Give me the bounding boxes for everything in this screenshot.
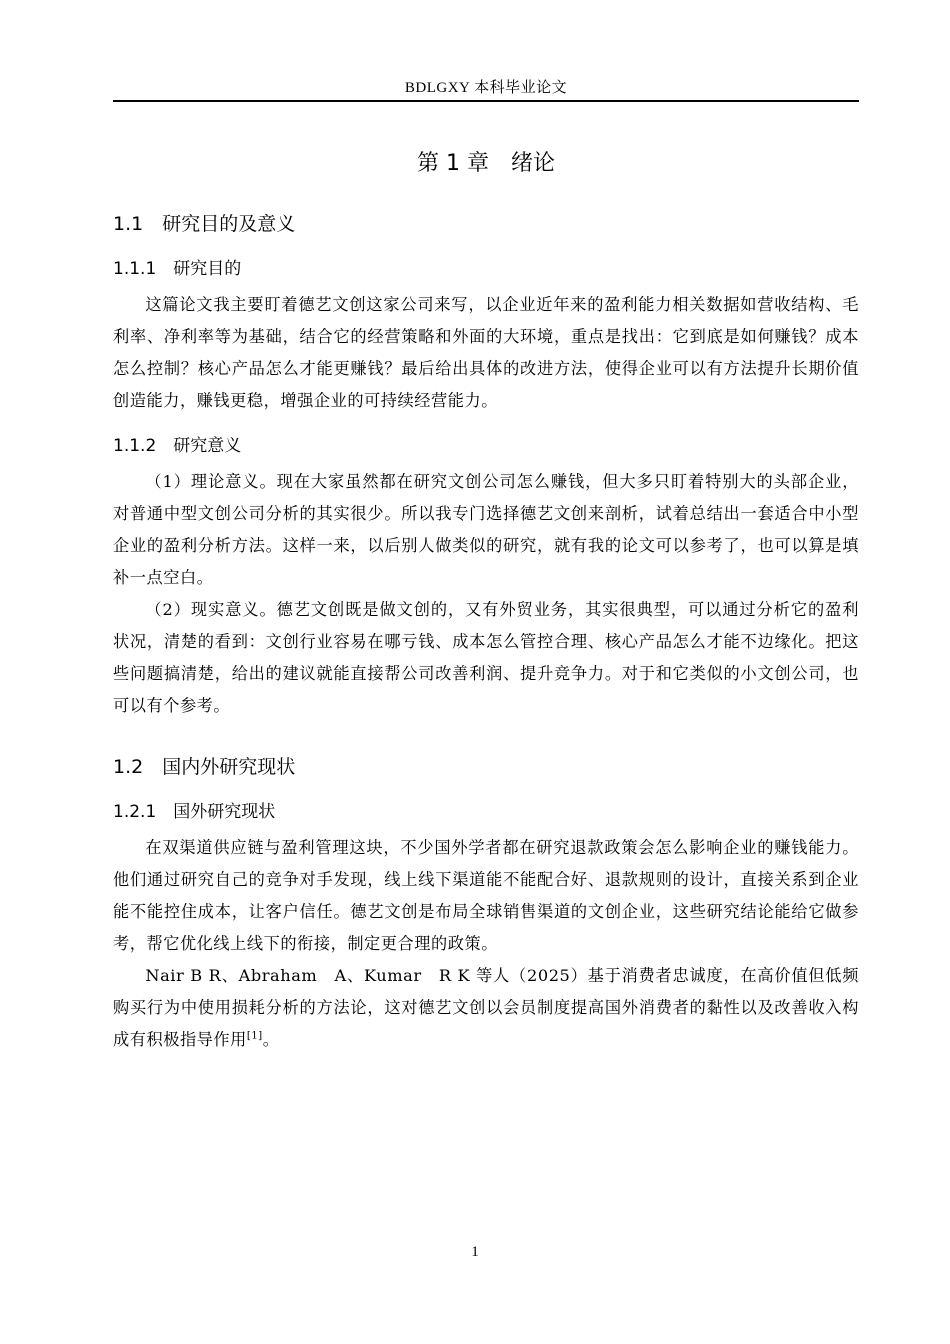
running-header: BDLGXY 本科毕业论文 [404, 80, 568, 96]
citation-text: Nair B R、Abraham A、Kumar R K 等人（2025）基于消费者忠诚度，在高价值但低频购买行为中使用损耗分析的方法论，这对德艺文创以会员制度提高国外消费者的黏性以及改善收入构成有积极指导作用 [113, 966, 859, 1049]
section-heading-1-1: 1.1 研究目的及意义 [113, 213, 296, 235]
subsection-heading-1-2-1: 1.2.1 国外研究现状 [113, 802, 276, 822]
subsection-heading-1-1-1: 1.1.1 研究目的 [113, 259, 242, 279]
paragraph-nair-citation [113, 960, 859, 1056]
chapter-title: 第 1 章 绪论 [417, 151, 555, 176]
paragraph-foreign-research: 在双渠道供应链与盈利管理这块，不少国外学者都在研究退款政策会怎么影响企业的赚钱能力。他们通过研究自己的竞争对手发现，线上线下渠道能不能配合好、退款规则的设计，直接关系到企业能不能控住成本，让客户信任。德艺文创是布局全球销售渠道的文创企业，这些研究结论能给它做参考，帮它优化线上线下的衔接，制定更合理的政策。 [113, 838, 859, 953]
citation-end-punct: 。 [262, 1030, 280, 1049]
paragraph-research-purpose: 这篇论文我主要盯着德艺文创这家公司来写，以企业近年来的盈利能力相关数据如营收结构、毛利率、净利率等为基础，结合它的经营策略和外面的大环境，重点是找出：它到底是如何赚钱？成本怎么控制？核心产品怎么才能更赚钱？最后给出具体的改进方法，使得企业可以有方法提升长期价值创造能力，赚钱更稳，增强企业的可持续经营能力。 [113, 295, 859, 410]
paragraph-practical-significance: （2）现实意义。德艺文创既是做文创的，又有外贸业务，其实很典型，可以通过分析它的盈利状况，清楚的看到：文创行业容易在哪亏钱、成本怎么管控合理、核心产品怎么才能不边缘化。把这些问题搞清楚，给出的建议就能直接帮公司改善利润、提升竞争力。对于和它类似的小文创公司，也可以有个参考。 [113, 600, 859, 715]
section-heading-1-2: 1.2 国内外研究现状 [113, 756, 296, 778]
header-rule [113, 100, 859, 102]
page-content [113, 140, 859, 1056]
reference-marker[interactable]: [1] [246, 1030, 263, 1042]
subsection-heading-1-1-2: 1.1.2 研究意义 [113, 436, 242, 456]
page-number: 1 [471, 1244, 479, 1260]
paragraph-theoretical-significance: （1）理论意义。现在大家虽然都在研究文创公司怎么赚钱，但大多只盯着特别大的头部企业，对普通中型文创公司分析的其实很少。所以我专门选择德艺文创来剖析，试着总结出一套适合中小型企业的盈利分析方法。这样一来，以后别人做类似的研究，就有我的论文可以参考了，也可以算是填补一点空白。 [113, 472, 859, 587]
